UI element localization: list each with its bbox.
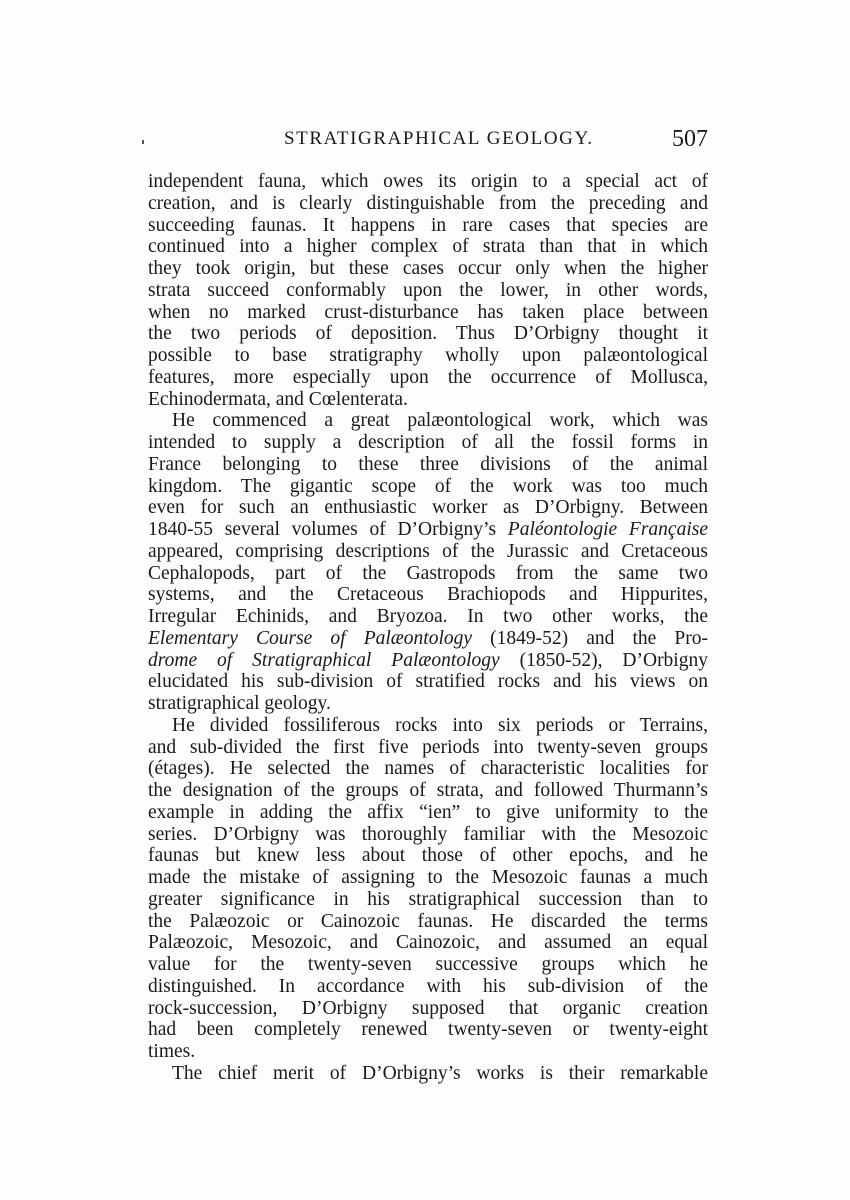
text-line: creation, and is clearly distinguishable from the preceding and bbox=[148, 192, 708, 214]
text-line: when no marked crust-disturbance has taken place between bbox=[148, 301, 708, 323]
text-line: kingdom. The gigantic scope of the work was too much bbox=[148, 475, 708, 497]
italic-book-title: Elementary Course of Palæontology bbox=[148, 627, 473, 649]
text-line: had been completely renewed twenty-seven or twenty-eight bbox=[148, 1019, 708, 1041]
text-line: faunas but knew less about those of other epochs, and he bbox=[148, 845, 708, 867]
stray-ink-mark bbox=[142, 140, 144, 144]
text-line: Echinodermata, and Cœlenterata. bbox=[148, 388, 408, 410]
paragraph-first-line: He commenced a great palæontological work, which was bbox=[172, 410, 708, 432]
text-line: rock-succession, D’Orbigny supposed that organic creation bbox=[148, 997, 708, 1019]
text-line: features, more especially upon the occurrence of Mollusca, bbox=[148, 366, 708, 388]
text-line: series. D’Orbigny was thoroughly familiar with the Mesozoic bbox=[148, 823, 708, 845]
text-line: (étages). He selected the names of characteristic localities for bbox=[148, 758, 708, 780]
paragraph-first-line: The chief merit of D’Orbigny’s works is their remarkable bbox=[172, 1062, 708, 1084]
text-line-with-italic-title: Elementary Course of Palæontology (1849-52) and the Pro- bbox=[148, 627, 708, 649]
text-line: value for the twenty-seven successive groups which he bbox=[148, 954, 708, 975]
text-line: France belonging to these three divisions of the animal bbox=[148, 453, 708, 475]
text-line: Palæozoic, Mesozoic, and Cainozoic, and assumed an equal bbox=[148, 932, 708, 954]
text-line: stratigraphical geology. bbox=[148, 693, 331, 714]
text-line: greater significance in his stratigraphical succession than to bbox=[148, 888, 708, 910]
text-line: systems, and the Cretaceous Brachiopods and Hippurites, bbox=[148, 584, 708, 606]
paragraph-first-line: He divided fossiliferous rocks into six periods or Terrains, bbox=[172, 714, 708, 736]
text-line: independent fauna, which owes its origin to a special act of bbox=[148, 171, 708, 192]
text-line-with-italic-title: drome of Stratigraphical Palæontology (1850-52), D’Orbigny bbox=[148, 649, 708, 671]
text-line: elucidated his sub-division of stratified rocks and his views on bbox=[148, 671, 708, 693]
text-line: even for such an enthusiastic worker as D’Orbigny. Between bbox=[148, 497, 708, 519]
text-line: the two periods of deposition. Thus D’Orbigny thought it bbox=[148, 323, 708, 345]
running-title: STRATIGRAPHICAL GEOLOGY. bbox=[284, 128, 594, 149]
text-line: possible to base stratigraphy wholly upon palæontological bbox=[148, 345, 708, 366]
running-head bbox=[148, 126, 708, 160]
italic-book-title: drome of Stratigraphical Palæontology bbox=[148, 649, 500, 671]
text-line: times. bbox=[148, 1041, 196, 1062]
text-line: continued into a higher complex of strata than that in which bbox=[148, 236, 708, 258]
text-line: succeeding faunas. It happens in rare cases that species are bbox=[148, 214, 708, 236]
text-line: they took origin, but these cases occur only when the higher bbox=[148, 258, 708, 279]
body-text bbox=[148, 171, 708, 1085]
text-line: Irregular Echinids, and Bryozoa. In two other works, the bbox=[148, 606, 708, 627]
italic-book-title: Paléontologie Française bbox=[507, 519, 708, 540]
text-line: appeared, comprising descriptions of the Jurassic and Cretaceous bbox=[148, 540, 708, 562]
text-line-with-italic-title: 1840-55 several volumes of D’Orbigny’s Paléontologie Française bbox=[148, 519, 708, 540]
text-line: and sub-divided the first five periods into twenty-seven groups bbox=[148, 736, 708, 758]
text-line: example in adding the affix “ien” to give uniformity to the bbox=[148, 801, 708, 823]
text-line: intended to supply a description of all the fossil forms in bbox=[148, 432, 708, 453]
text-line: the designation of the groups of strata, and followed Thurmann’s bbox=[148, 780, 708, 801]
text-line: the Palæozoic or Cainozoic faunas. He discarded the terms bbox=[148, 910, 708, 932]
text-line: strata succeed conformably upon the lower, in other words, bbox=[148, 279, 708, 301]
text-line: made the mistake of assigning to the Mesozoic faunas a much bbox=[148, 867, 708, 888]
page-number: 507 bbox=[672, 126, 708, 152]
text-line: distinguished. In accordance with his sub-division of the bbox=[148, 975, 708, 997]
text-line: Cephalopods, part of the Gastropods from the same two bbox=[148, 562, 708, 584]
